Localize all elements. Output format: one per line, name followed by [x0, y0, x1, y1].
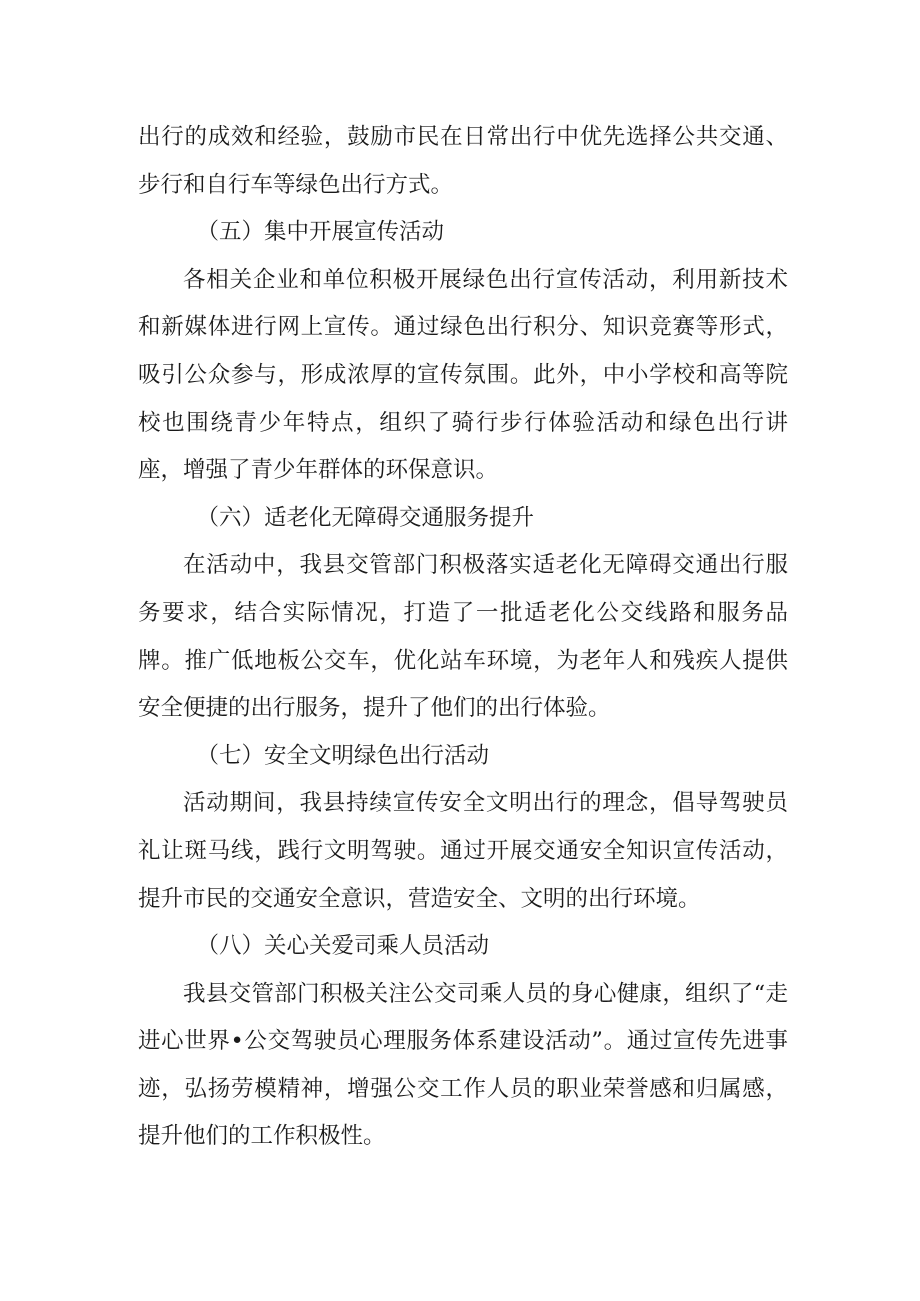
paragraph-publicity-activities: 各相关企业和单位积极开展绿色出行宣传活动，利用新技术和新媒体进行网上宣传。通过绿色出行积分、知识竞赛等形式，吸引公众参与，形成浓厚的宣传氛围。此外，中小学校和高等院校也围绕青少年特点，组织了骑行步行体验活动和绿色出行讲座，增强了青少年群体的环保意识。 — [138, 266, 788, 484]
paragraph-safe-civilized-travel: 活动期间，我县持续宣传安全文明出行的理念，倡导驾驶员礼让斑马线，践行文明驾驶。通过开展交通安全知识宣传活动，提升市民的交通安全意识，营造安全、文明的出行环境。 — [138, 790, 788, 912]
section-heading-6: （六）适老化无障碍交通服务提升 — [196, 504, 535, 531]
paragraph-care-for-drivers: 我县交管部门积极关注公交司乘人员的身心健康，组织了“走进心世界•公交驾驶员心理服务体系建设活动”。通过宣传先进事迹，弘扬劳模精神，增强公交工作人员的职业荣誉感和归属感，提升他们的工作积极性。 — [138, 980, 788, 1150]
paragraph-elderly-accessible-transport: 在活动中，我县交管部门积极落实适老化无障碍交通出行服务要求，结合实际情况，打造了一批适老化公交线路和服务品牌。推广低地板公交车，优化站车环境，为老年人和残疾人提供安全便捷的出行服务，提升了他们的出行体验。 — [138, 552, 788, 722]
paragraph-green-travel-results: 出行的成效和经验，鼓励市民在日常出行中优先选择公共交通、步行和自行车等绿色出行方式。 — [138, 124, 788, 198]
section-heading-5: （五）集中开展宣传活动 — [196, 219, 445, 246]
section-heading-8: （八）关心关爱司乘人员活动 — [196, 933, 490, 960]
section-heading-7: （七）安全文明绿色出行活动 — [196, 742, 490, 769]
document-body — [138, 114, 788, 1161]
